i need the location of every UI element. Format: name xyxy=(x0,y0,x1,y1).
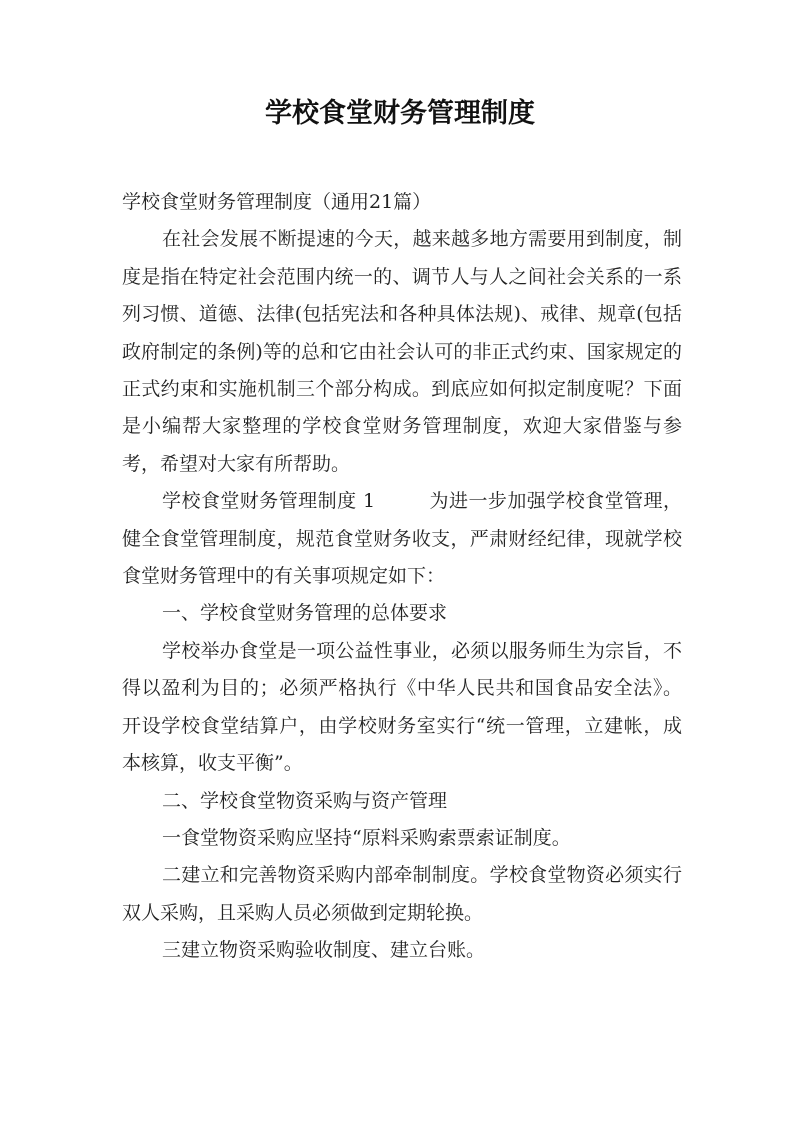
purpose-paragraph: 学校举办食堂是一项公益性事业，必须以服务师生为宗旨，不得以盈利为目的；必须严格执行《中华人民共和国食品安全法》。开设学校食堂结算户，由学校财务室实行“统一管理，立建帐，成本核算，收支平衡”。 xyxy=(122,639,682,775)
section-1-paragraph xyxy=(122,483,682,595)
intro-paragraph: 在社会发展不断提速的今天，越来越多地方需要用到制度，制度是指在特定社会范围内统一的、调节人与人之间社会关系的一系列习惯、道德、法律(包括宪法和各种具体法规)、戒律、规章(包括政府制定的条例)等的总和它由社会认可的非正式约束、国家规定的正式约束和实施机制三个部分构成。到底应如何拟定制度呢？下面是小编帮大家整理的学校食堂财务管理制度，欢迎大家借鉴与参考，希望对大家有所帮助。 xyxy=(122,228,682,475)
list-item: 二建立和完善物资采购内部牵制制度。学校食堂物资必须实行双人采购，且采购人员必须做到定期轮换。 xyxy=(122,864,682,924)
section-1-text: 为进一步加强学校食堂管理，健全食堂管理制度，规范食堂财务收支，严肃财经纪律，现就学校食堂财务管理中的有关事项规定如下： xyxy=(122,490,682,588)
list-item: 三建立物资采购验收制度、建立台账。 xyxy=(162,939,486,962)
list-item: 一食堂物资采购应坚持“原料采购索票索证制度。 xyxy=(162,826,571,849)
document-title: 学校食堂财务管理制度 xyxy=(265,98,535,129)
section-1-heading: 学校食堂财务管理制度 1 xyxy=(162,490,376,513)
section-heading-1: 一、学校食堂财务管理的总体要求 xyxy=(162,602,448,625)
subtitle-paragraph: 学校食堂财务管理制度（通用21篇） xyxy=(122,191,432,213)
document-body xyxy=(122,184,682,970)
section-heading-2: 二、学校食堂物资采购与资产管理 xyxy=(162,789,448,812)
